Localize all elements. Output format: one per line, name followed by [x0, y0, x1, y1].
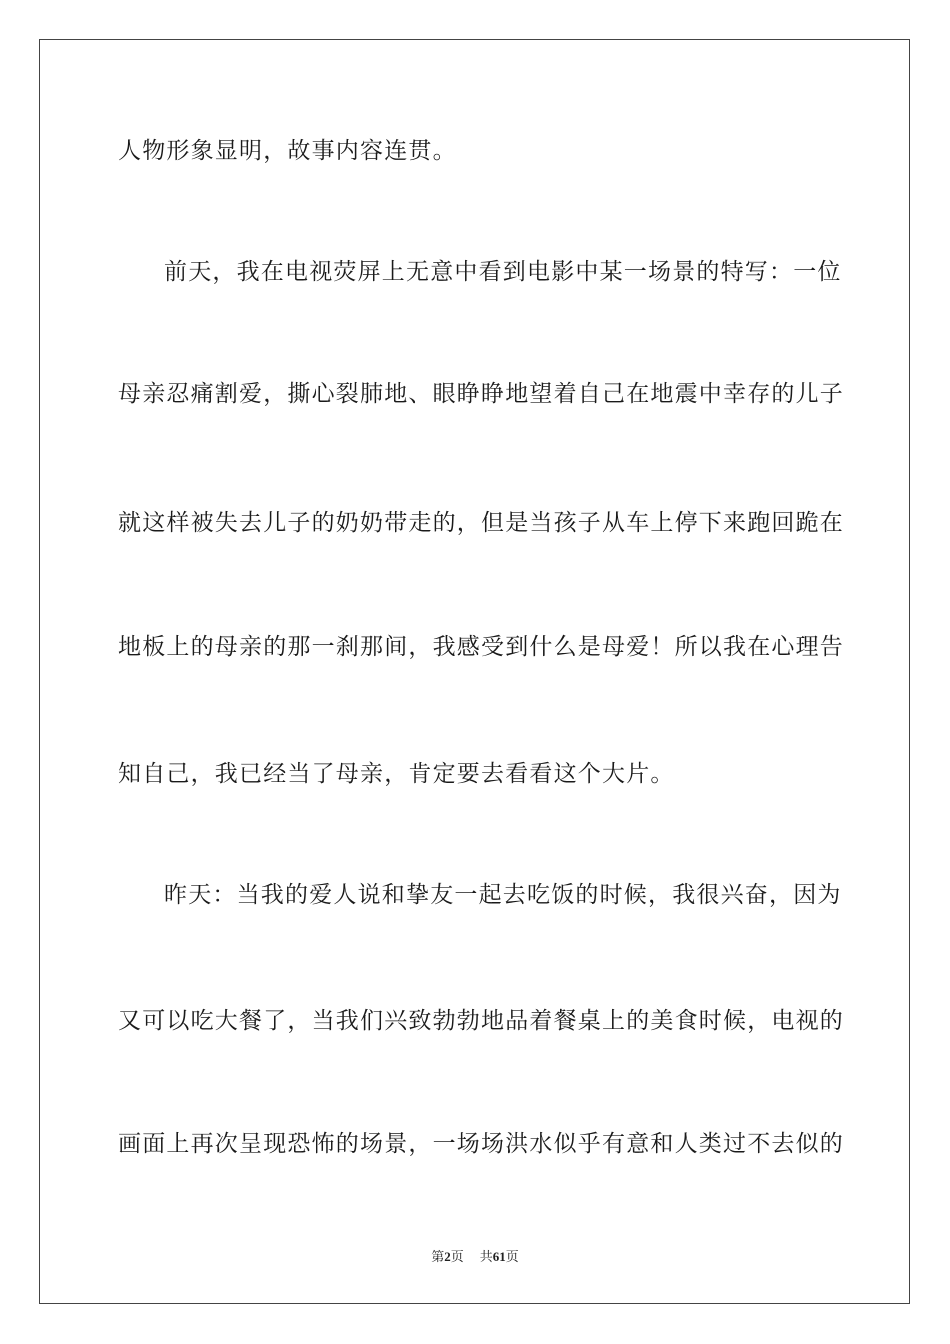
total-pages: 61	[492, 1249, 506, 1264]
page-footer	[0, 1248, 950, 1267]
page-number: 2	[444, 1249, 451, 1264]
page-prefix: 第	[431, 1250, 445, 1265]
text-line: 昨天：当我的爱人说和挚友一起去吃饭的时候，我很兴奋，因为	[164, 882, 842, 908]
text-line: 画面上再次呈现恐怖的场景，一场场洪水似乎有意和人类过不去似的	[118, 1131, 844, 1157]
text-line: 人物形象显明，故事内容连贯。	[118, 138, 457, 164]
page-border	[39, 39, 910, 1304]
text-line: 地板上的母亲的那一刹那间，我感受到什么是母爱！所以我在心理告	[118, 634, 844, 660]
text-line: 就这样被失去儿子的奶奶带走的，但是当孩子从车上停下来跑回跪在	[118, 510, 844, 536]
total-prefix: 共	[479, 1250, 493, 1265]
text-line: 又可以吃大餐了，当我们兴致勃勃地品着餐桌上的美食时候，电视的	[118, 1008, 844, 1034]
text-line: 知自己，我已经当了母亲，肯定要去看看这个大片。	[118, 761, 675, 787]
text-line: 母亲忍痛割爱，撕心裂肺地、眼睁睁地望着自己在地震中幸存的儿子	[118, 381, 844, 407]
total-suffix: 页	[505, 1250, 519, 1265]
page-suffix: 页	[450, 1250, 464, 1265]
text-line: 前天，我在电视荧屏上无意中看到电影中某一场景的特写：一位	[164, 259, 842, 285]
